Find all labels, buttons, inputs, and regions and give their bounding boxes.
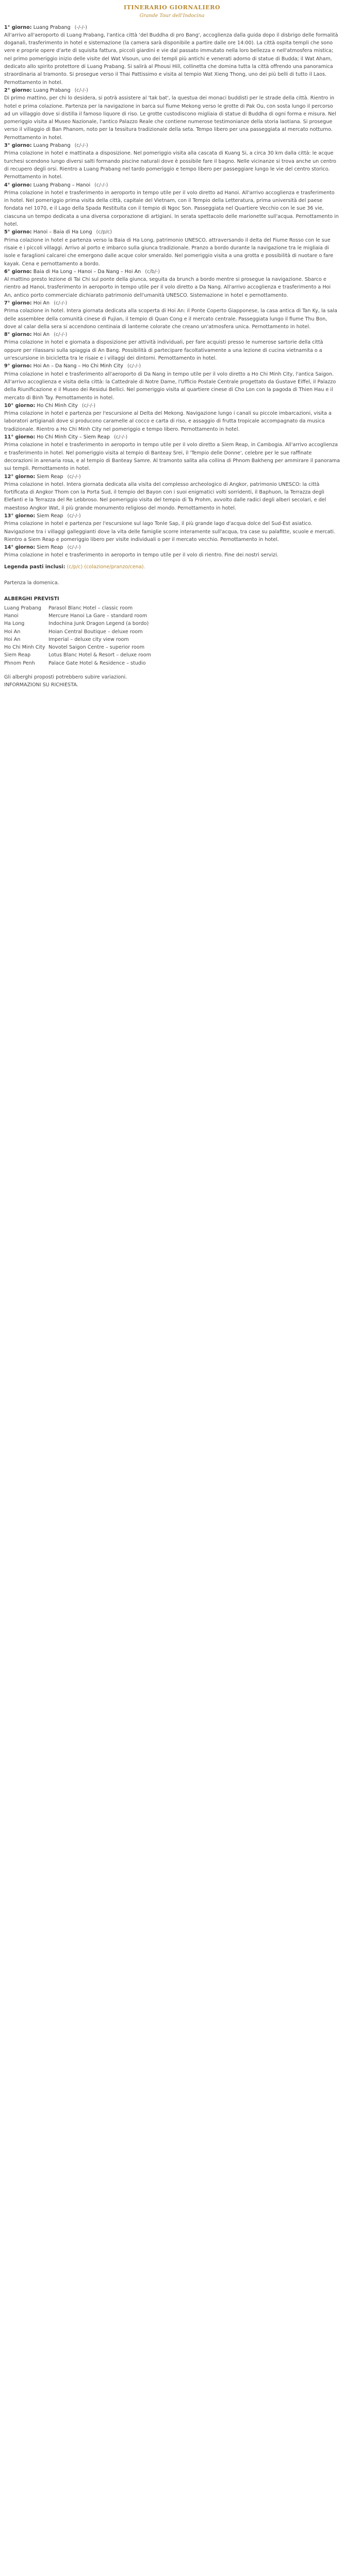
itinerary-day — [4, 473, 340, 512]
day-description: Prima colazione in hotel e partenza verso la Baia di Ha Long, patrimonio UNESCO, attraversando il delta del Fiume Rosso con le sue risaie e i piccoli villaggi. Arrivo al porto e imbarco sulla giunca tradizionale. Pranzo a bordo durante la navigazione tra le migliaia di isole e faraglioni calcarei che emergono dalle acque color smeraldo. Nel pomeriggio visita a una grotta e possibilità di nuotare o fare kayak. Cena e pernottamento a bordo. — [4, 237, 334, 267]
day-label: 10° giorno: — [4, 402, 36, 409]
day-label: 4° giorno: — [4, 182, 32, 188]
day-description: All'arrivo all'aeroporto di Luang Prabang, l'antica città 'del Buddha di pro Bang', accoglienza dalla guida dopo il disbrigo delle formalità doganali, trasferimento in hotel e sistemazione (la camera sarà disponibile a partire dalle ore 14:00). La città ospita templi che sono vere e proprie opere d'arte di squisita fattura, piccoli giardini e vie dal passato immutato nella loro bellezza e nell'atmosfera mistica; nel primo pomeriggio inizio delle visite del Wat Visoun, uno dei templi più antichi e venerati adorno di statue di Budda; il Wat Aham, dedicato allo spirito protettore di Luang Prabang. Si salirà al Phousi Hill, collinetta che domina tutta la città offrendo una panoramica straordinaria al tramonto. Si prosegue verso il Thai Pattissimo e visita al tempio Wat Xieng Thong, uno dei più belli di tutto il Laos. Pernottamento in hotel. — [4, 32, 338, 86]
hotel-city: Ho Chi Minh City — [4, 645, 45, 651]
itinerary-day — [4, 228, 340, 267]
day-meals: (c/b/-) — [145, 268, 160, 275]
hotels-footnote: Gli alberghi proposti potrebbero subire variazioni. — [4, 674, 127, 681]
day-description: Al mattino presto lezione di Tai Chi sul ponte della giunca, seguita da brunch a bordo mentre si prosegue la navigazione. Sbarco e rientro ad Hanoi, trasferimento in aeroporto in tempo utile per il volo diretto a Da Nang. All'arrivo accoglienza e trasferimento a Hoi An, antico porto commerciale dichiarato patrimonio dell'umanità UNESCO. Sistemazione in hotel e pernottamento. — [4, 277, 331, 298]
day-label: 12° giorno: — [4, 473, 36, 480]
hotel-row — [4, 628, 340, 636]
hotel-city: Hanoi — [4, 613, 19, 619]
hotel-city: Luang Prabang — [4, 605, 41, 611]
day-description: Prima colazione in hotel e trasferimento all'aeroporto di Da Nang in tempo utile per il volo diretto a Ho Chi Minh City, l'antica Saigon. All'arrivo accoglienza e visita della città: la Cattedrale di Notre Dame, l'Ufficio Postale Centrale progettato da Gustave Eiffel, il Palazzo della Riunificazione e il Museo dei Residui Bellici. Nel pomeriggio visita al quartiere cinese di Cho Lon con la pagoda di Thien Hau e il mercato di Binh Tay. Pernottamento in hotel. — [4, 371, 336, 401]
day-meals: (c/-/-) — [67, 513, 81, 519]
hotel-city: Hoi An — [4, 636, 21, 642]
day-heading — [4, 181, 340, 189]
day-meals: (-/-/-) — [74, 24, 87, 30]
hotel-city: Phnom Penh — [4, 660, 35, 666]
hotel-row — [4, 643, 340, 651]
hotel-name: Palace Gate Hotel & Residence – studio — [48, 660, 146, 666]
hotel-name: Novotel Saigon Centre – superior room — [48, 645, 145, 651]
day-heading — [4, 142, 340, 149]
itinerary-day — [4, 331, 340, 362]
itinerary-day — [4, 433, 340, 472]
day-location: Baia di Ha Long – Hanoi – Da Nang – Hoi An — [33, 268, 141, 275]
legend-label: Legenda pasti inclusi: — [4, 564, 65, 570]
day-location: Hoi An — [33, 332, 50, 338]
hotels-title: ALBERGHI PREVISTI — [4, 596, 59, 602]
hotel-row — [4, 612, 340, 620]
day-location: Siem Reap — [37, 513, 63, 519]
day-label: 13° giorno: — [4, 513, 36, 519]
day-meals: (c/-/-) — [127, 363, 141, 369]
hotel-row — [4, 659, 340, 667]
info-footer: INFORMAZIONI SU RICHIESTA. — [4, 682, 78, 688]
day-heading — [4, 87, 340, 94]
day-description: Prima colazione in hotel e trasferimento in aeroporto in tempo utile per il volo diretto ad Hanoi. All'arrivo accoglienza e trasferimento in hotel. Nel pomeriggio prima visita della città, capitale del Vietnam, con il Tempio della Letteratura, prima università del paese fondata nel 1070, e il Lago della Spada Restituita con il tempio di Ngoc Son. Passeggiata nel Quartiere Vecchio con le sue 36 vie, ciascuna un tempo dedicata a una diversa corporazione di artigiani. In serata spettacolo delle marionette sull'acqua. Pernottamento in hotel. — [4, 190, 339, 228]
hotel-name: Parasol Blanc Hotel – classic room — [48, 605, 133, 611]
hotel-city: Ha Long — [4, 621, 25, 627]
day-heading — [4, 544, 340, 551]
day-description: Prima colazione in hotel e partenza per l'escursione al Delta del Mekong. Navigazione lungo i canali su piccole imbarcazioni, visita a laboratori artigianali dove si producono caramelle al cocco e carta di riso, e assaggio di frutta tropicale accompagnato da musica tradizionale. Rientro a Ho Chi Minh City nel pomeriggio e tempo libero. Pernottamento in hotel. — [4, 411, 332, 432]
page-header — [0, 0, 344, 20]
document-title: ITINERARIO GIORNALIERO — [123, 4, 221, 11]
day-description: Di primo mattino, per chi lo desidera, si potrà assistere al 'tak bat', la questua dei monaci buddisti per le strade della città. Rientro in hotel e prima colazione. Partenza per la navigazione in barca sul fiume Mekong verso le grotte di Pak Ou, con sosta lungo il percorso ad un villaggio dove si distilla il famoso liquore di riso. Le grotte custodiscono migliaia di statue di Buddha di ogni forma e misura. Nel pomeriggio visita al Museo Nazionale, l'antico Palazzo Reale che contiene numerose testimonianze della storia laotiana. Si prosegue verso il villaggio di Ban Phanom, noto per la tessitura tradizionale della seta. Tempo libero per una passeggiata al mercato notturno. Pernottamento in hotel. — [4, 95, 336, 141]
day-meals: (c/-/-) — [54, 300, 68, 306]
hotel-name: Hoian Central Boutique – deluxe room — [48, 629, 143, 635]
hotel-name: Indochina Junk Dragon Legend (a bordo) — [48, 621, 149, 627]
day-location: Hoi An – Da Nang – Ho Chi Minh City — [33, 363, 123, 369]
day-location: Hanoi – Baia di Ha Long — [33, 229, 92, 235]
day-label: 6° giorno: — [4, 268, 32, 275]
day-label: 5° giorno: — [4, 229, 32, 235]
day-heading — [4, 473, 340, 481]
day-label: 14° giorno: — [4, 545, 36, 551]
hotel-name: Mercure Hanoi La Gare – standard room — [48, 613, 148, 619]
itinerary-day — [4, 24, 340, 87]
day-location: Hoi An — [33, 300, 50, 306]
itinerary-day — [4, 402, 340, 433]
day-description: Prima colazione in hotel e partenza per l'escursione sul lago Tonle Sap, il più grande lago d'acqua dolce del Sud-Est asiatico. Navigazione tra i villaggi galleggianti dove la vita delle famiglie scorre interamente sull'acqua, tra case su palafitte, scuole e mercati. Rientro a Siem Reap e pomeriggio libero per visite individuali o per il mercato vecchio. Pernottamento in hotel. — [4, 521, 335, 543]
day-heading — [4, 512, 340, 520]
day-heading — [4, 402, 340, 410]
day-description: Prima colazione in hotel. Intera giornata dedicata alla scoperta di Hoi An: il Ponte Coperto Giapponese, la casa antica di Tan Ky, la sala delle assemblee della comunità cinese di Fujian, il tempio di Quan Cong e il mercato centrale. Passeggiata lungo il fiume Thu Bon, dove al calar della sera si accendono centinaia di lanterne colorate che creano un'atmosfera unica. Pernottamento in hotel. — [4, 308, 337, 330]
itinerary-day — [4, 87, 340, 142]
day-description: Prima colazione in hotel e mattinata a disposizione. Nel pomeriggio visita alla cascata di Kuang Si, a circa 30 km dalla città: le acque turchesi scendono lungo diversi salti formando piscine naturali dove è possibile fare il bagno. Nelle vicinanze si trova anche un centro di recupero degli orsi. Rientro a Luang Prabang nel tardo pomeriggio e tempo libero per passeggiare lungo le vie del centro storico. Pernottamento in hotel. — [4, 150, 336, 180]
day-heading — [4, 268, 340, 276]
meals-legend — [4, 563, 340, 571]
day-heading — [4, 299, 340, 307]
day-meals: (c/-/-) — [81, 402, 96, 409]
day-meals: (c/-/-) — [54, 332, 68, 338]
day-location: Siem Reap — [37, 545, 63, 551]
hotel-name: Lotus Blanc Hotel & Resort – deluxe room — [48, 652, 151, 658]
hotels-section — [4, 595, 340, 667]
itinerary-day — [4, 268, 340, 299]
itinerary-day — [4, 299, 340, 331]
day-label: 1° giorno: — [4, 24, 32, 30]
day-label: 2° giorno: — [4, 87, 32, 93]
document-subtitle: Grande Tour dell'Indocina — [139, 13, 205, 19]
hotel-name: Imperial – deluxe city view room — [48, 636, 129, 642]
day-description: Prima colazione in hotel. Intera giornata dedicata alla visita del complesso archeologico di Angkor, patrimonio UNESCO: la città fortificata di Angkor Thom con la Porta Sud, il tempio del Bayon con i suoi enigmatici volti sorridenti, il Baphuon, la Terrazza degli Elefanti e la Terrazza del Re Lebbroso. Nel pomeriggio visita del tempio di Ta Prohm, avvolto dalle radici degli alberi secolari, e del maestoso Angkor Wat, il più grande monumento religioso del mondo. Pernottamento in hotel. — [4, 481, 326, 511]
itinerary-day — [4, 181, 340, 229]
day-label: 11° giorno: — [4, 434, 36, 440]
day-location: Ho Chi Minh City — [37, 402, 78, 409]
day-heading — [4, 433, 340, 441]
hotel-row — [4, 651, 340, 659]
hotel-row — [4, 604, 340, 612]
itinerary-day — [4, 544, 340, 560]
day-heading — [4, 24, 340, 31]
hotel-row — [4, 636, 340, 643]
day-location: Luang Prabang — [33, 24, 71, 30]
day-label: 7° giorno: — [4, 300, 32, 306]
day-meals: (c/-/-) — [67, 473, 81, 480]
day-description: Prima colazione in hotel e trasferimento in aeroporto in tempo utile per il volo di rientro. Fine dei nostri servizi. — [4, 552, 279, 558]
hotel-city: Hoi An — [4, 629, 21, 635]
itinerary-day — [4, 362, 340, 401]
day-location: Luang Prabang – Hanoi — [33, 182, 91, 188]
hotel-city: Siem Reap — [4, 652, 31, 658]
departure-note: Partenza la domenica. — [4, 580, 59, 586]
day-heading — [4, 331, 340, 338]
hotel-list — [4, 604, 340, 667]
itinerary-day — [4, 512, 340, 544]
day-label: 3° giorno: — [4, 143, 32, 149]
day-meals: (c/-/-) — [74, 87, 88, 93]
day-description: Prima colazione in hotel e trasferimento in aeroporto in tempo utile per il volo diretto a Siem Reap, in Cambogia. All'arrivo accoglienza e trasferimento in hotel. Nel pomeriggio visita al tempio di Banteay Srei, il 'Tempio delle Donne', celebre per le sue raffinate decorazioni in arenaria rosa, e al tempio di Banteay Samre. Al tramonto salita alla collina di Phnom Bakheng per ammirare il panorama sui templi. Pernottamento in hotel. — [4, 442, 340, 472]
day-meals: (c/p/c) — [96, 229, 112, 235]
day-meals: (c/-/-) — [74, 143, 88, 149]
itinerary-day — [4, 142, 340, 181]
day-label: 9° giorno: — [4, 363, 32, 369]
day-meals: (c/-/-) — [67, 545, 81, 551]
day-location: Luang Prabang — [33, 143, 71, 149]
hotel-row — [4, 620, 340, 628]
day-location: Ho Chi Minh City – Siem Reap — [37, 434, 110, 440]
day-heading — [4, 228, 340, 236]
day-label: 8° giorno: — [4, 332, 32, 338]
day-meals: (c/-/-) — [113, 434, 128, 440]
day-heading — [4, 362, 340, 370]
day-meals: (c/-/-) — [94, 182, 108, 188]
day-description: Prima colazione in hotel e giornata a disposizione per attività individuali, per fare acquisti presso le numerose sartorie della città oppure per rilassarsi sulla spiaggia di An Bang. Possibilità di partecipare facoltativamente a una lezione di cucina vietnamita o a un'escursione in bicicletta tra le risaie e i villaggi dei dintorni. Pernottamento in hotel. — [4, 340, 323, 362]
legend-text[interactable]: (c/p/c) (colazione/pranzo/cena). — [67, 564, 145, 570]
day-location: Luang Prabang — [33, 87, 71, 93]
itinerary — [4, 24, 340, 560]
day-location: Siem Reap — [37, 473, 63, 480]
